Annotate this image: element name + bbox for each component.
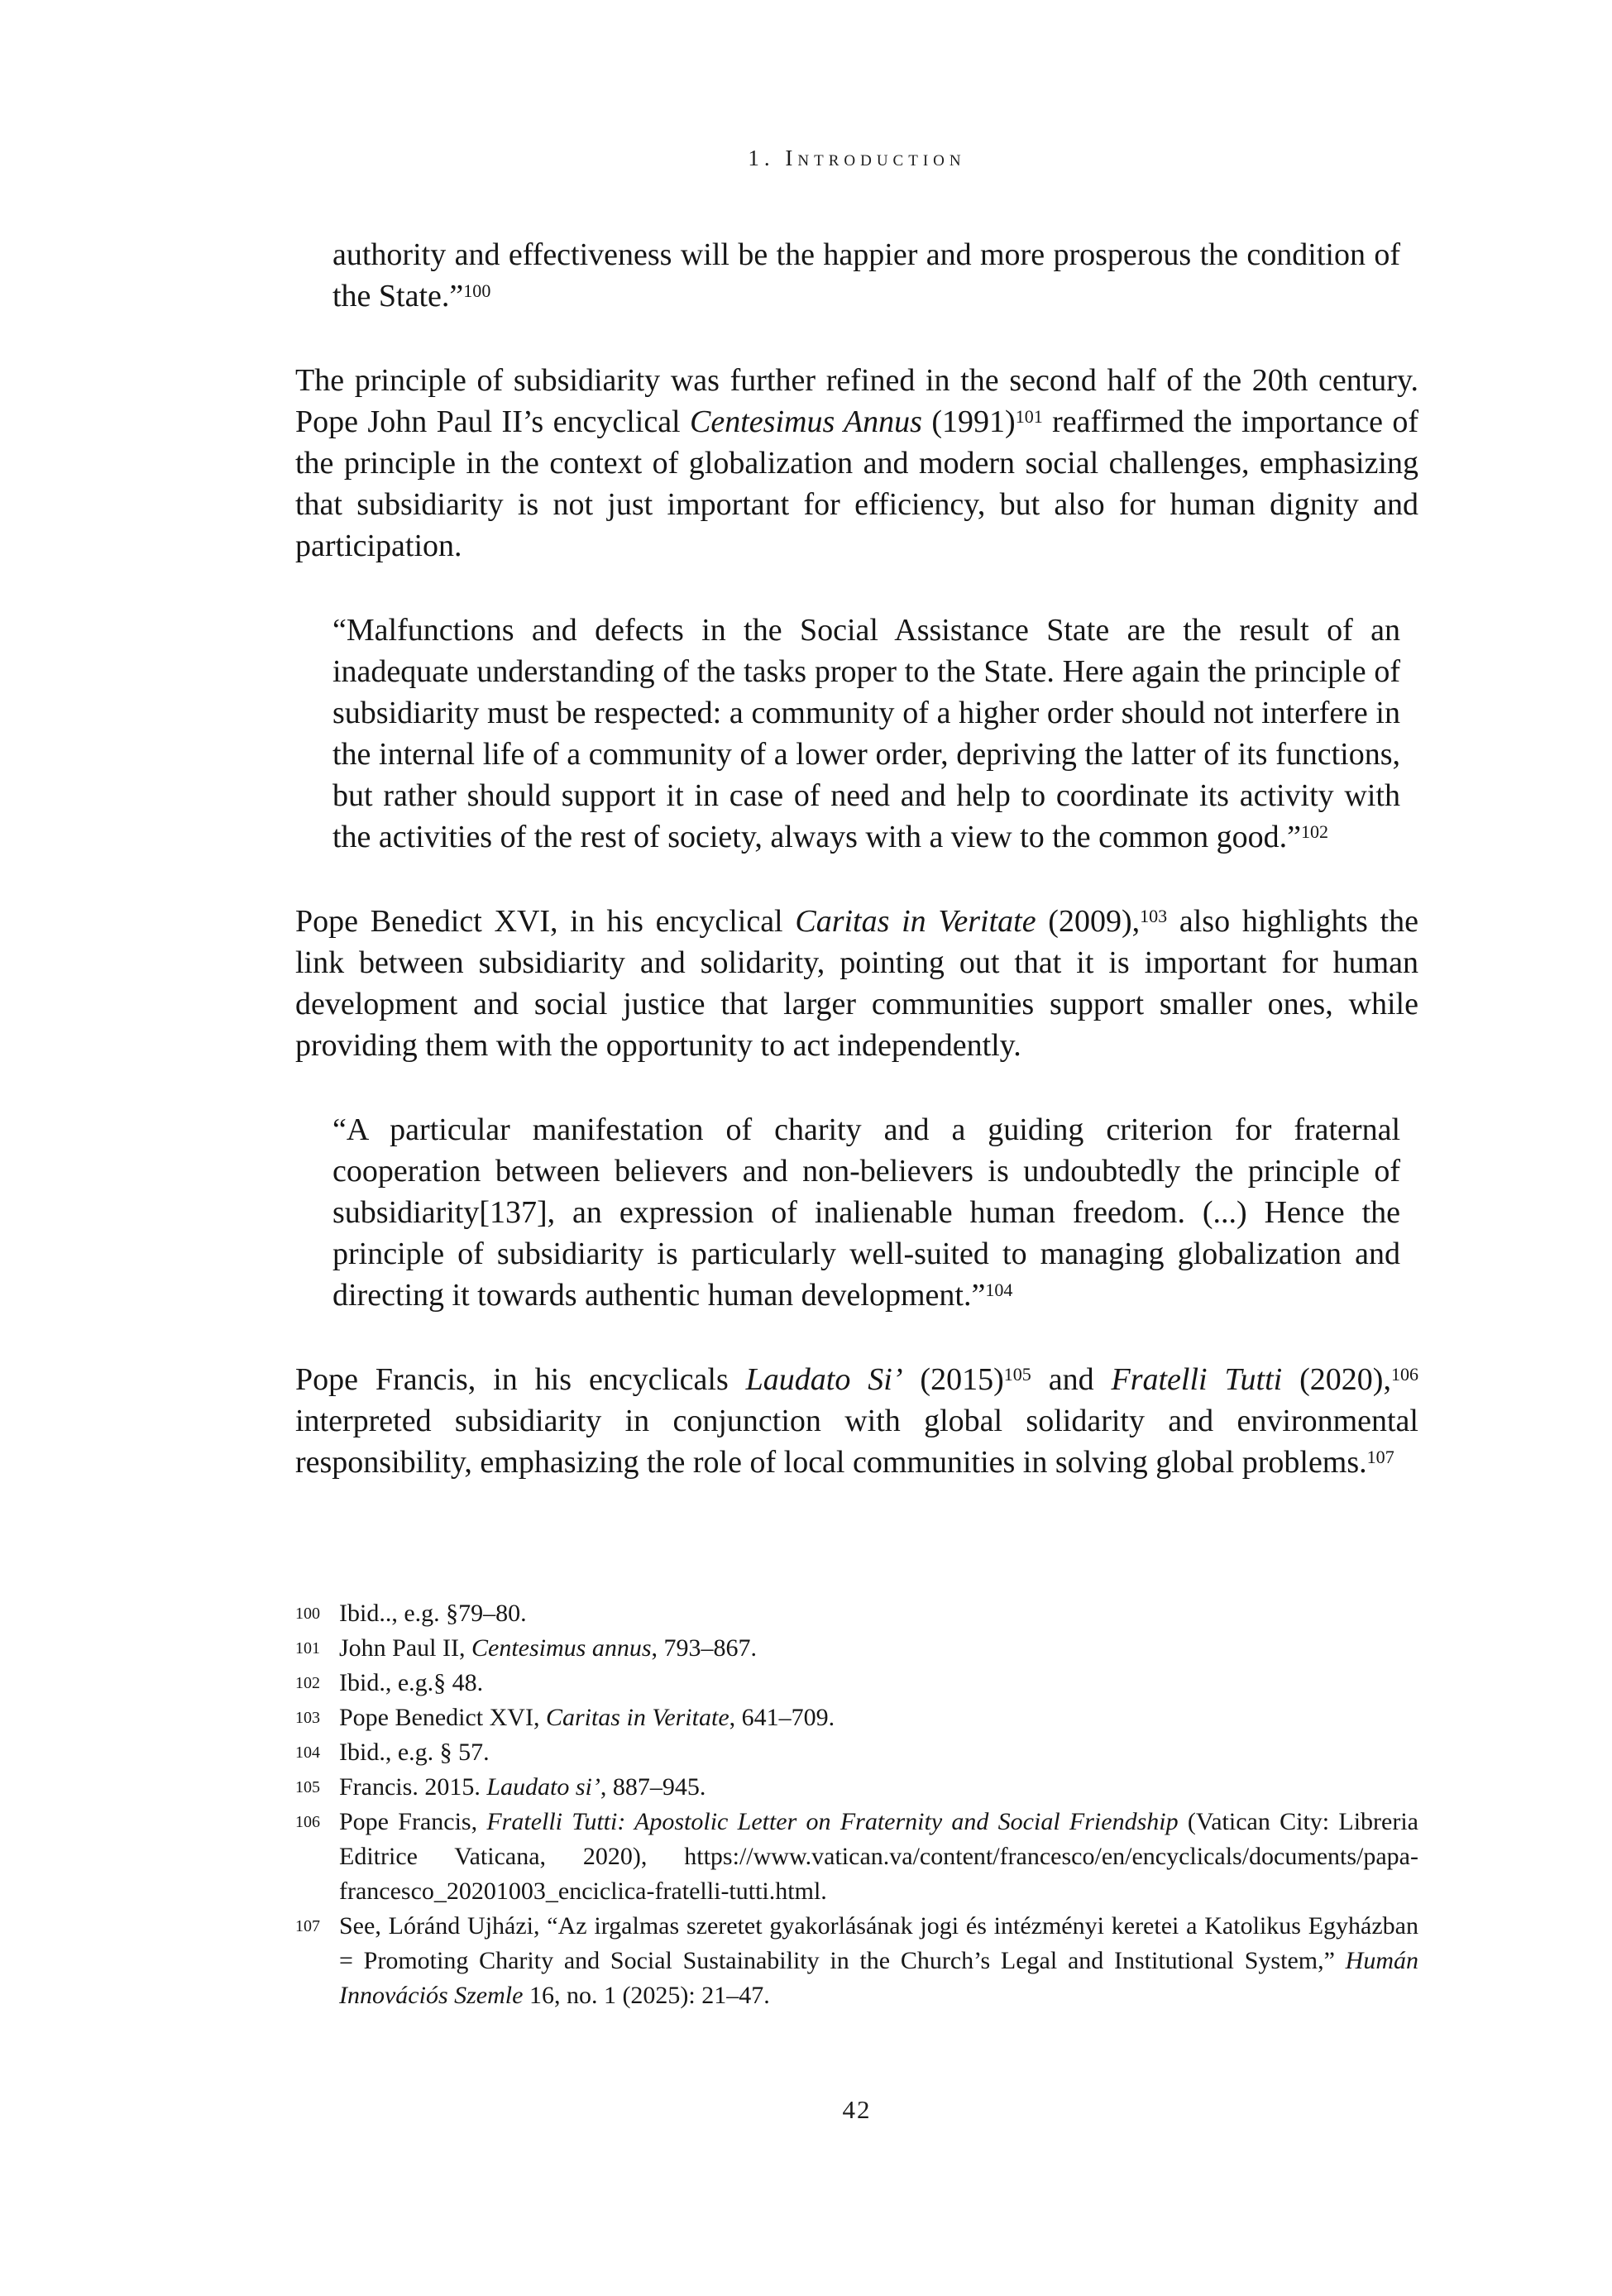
quote-charity-subsidiarity: “A particular manifestation of charity and a guiding criterion for fraternal cooperation between believers and non-believers is undoubtedly the principle of subsidiarity[137], an expression of inalienable human freedom. (...) Hence the principle of subsidiarity is particularly well-suited to managing globalization and directing it towards authentic human development.”$^{104}$ xyxy=(332,1112,1400,1313)
footnote-104 xyxy=(295,1735,1418,1770)
footnote-number: 101 xyxy=(295,1639,320,1657)
footnote-102 xyxy=(295,1666,1418,1700)
footnote-text: Ibid., e.g. § 57. xyxy=(339,1739,490,1766)
footnote-text: Francis. 2015. Laudato si’, 887–945. xyxy=(339,1773,706,1801)
footnote-number: 102 xyxy=(295,1674,320,1692)
footnote-text: Pope Francis, Fratelli Tutti: Apostolic Letter on Fraternity and Social Friendship (Vatican City: Libreria Editrice Vaticana, 2020), https://www.vatican.va/content/francesco/en/encyclicals/documents/papa-francesco_20201003_enciclica-fratelli-tutti.html. xyxy=(339,1808,1418,1905)
footnote-number: 100 xyxy=(295,1605,320,1623)
footnote-text: Pope Benedict XVI, Caritas in Veritate, 641–709. xyxy=(339,1704,835,1731)
footnote-101 xyxy=(295,1631,1418,1666)
footnote-number: 103 xyxy=(295,1709,320,1727)
footnote-103 xyxy=(295,1700,1418,1735)
footnote-text: John Paul II, Centesimus annus, 793–867. xyxy=(339,1634,757,1662)
main-text-column xyxy=(295,234,1418,1483)
quote-malfunctions: “Malfunctions and defects in the Social Assistance State are the result of an inadequate understanding of the tasks proper to the State. Here again the principle of subsidiarity must be respected: a community of a higher order should not interfere in the internal life of a community of a lower order, depriving the latter of its functions, but rather should support it in case of need and help to coordinate its activity with the activities of the rest of society, always with a view to the common good.”$^{102}$ xyxy=(332,613,1400,854)
footnote-100 xyxy=(295,1596,1418,1631)
footnote-number: 105 xyxy=(295,1778,320,1796)
paragraph-caritas-in-veritate: Pope Benedict XVI, in his encyclical Caritas in Veritate (2009),$^{103}$ also highlights the link between subsidiarity and solidarity, pointing out that it is important for human development and social justice that larger communities support smaller ones, while providing them with the opportunity to act independently. xyxy=(295,904,1418,1063)
footnote-number: 104 xyxy=(295,1744,320,1762)
quote-continuation: authority and effectiveness will be the happier and more prosperous the condition of the State.”$^{100}$ xyxy=(332,237,1400,313)
footnote-number: 106 xyxy=(295,1813,320,1831)
footnote-105 xyxy=(295,1770,1418,1805)
footnotes-section xyxy=(295,1596,1418,2013)
page-number: 42 xyxy=(842,2095,872,2124)
footnote-text: Ibid., e.g.§ 48. xyxy=(339,1669,484,1696)
footnote-text: Ibid.., e.g. §79–80. xyxy=(339,1600,527,1627)
footnote-106 xyxy=(295,1805,1418,1909)
paragraph-centesimus-annus: The principle of subsidiarity was further refined in the second half of the 20th century. Pope John Paul II’s encyclical Centesimus Annus $(1991)^{101}$ reaffirmed the importance of the principle in the context of globalization and modern social challenges, emphasizing that subsidiarity is not just important for efficiency, but also for human dignity and participation. xyxy=(295,363,1418,563)
footnote-107 xyxy=(295,1909,1418,2013)
footnote-number: 107 xyxy=(295,1917,320,1935)
footnote-text: See, Lóránd Ujházi, “Az irgalmas szeretet gyakorlásának jogi és intézményi keretei a Katolikus Egyházban = Promoting Charity and Social Sustainability in the Church’s Legal and Institutional System,” Humán Innovációs Szemle 16, no. 1 (2025): 21–47. xyxy=(339,1912,1418,2009)
paragraph-pope-francis: Pope Francis, in his encyclicals Laudato Si’ $(2015)^{105}$ and Fratelli Tutti (2020),$^{106}$ interpreted subsidiarity in conjunction with global solidarity and environmental responsibility, emphasizing the role of local communities in solving global problems.$^{107}$ xyxy=(295,1362,1419,1480)
running-head: 1. Introduction xyxy=(748,146,966,170)
